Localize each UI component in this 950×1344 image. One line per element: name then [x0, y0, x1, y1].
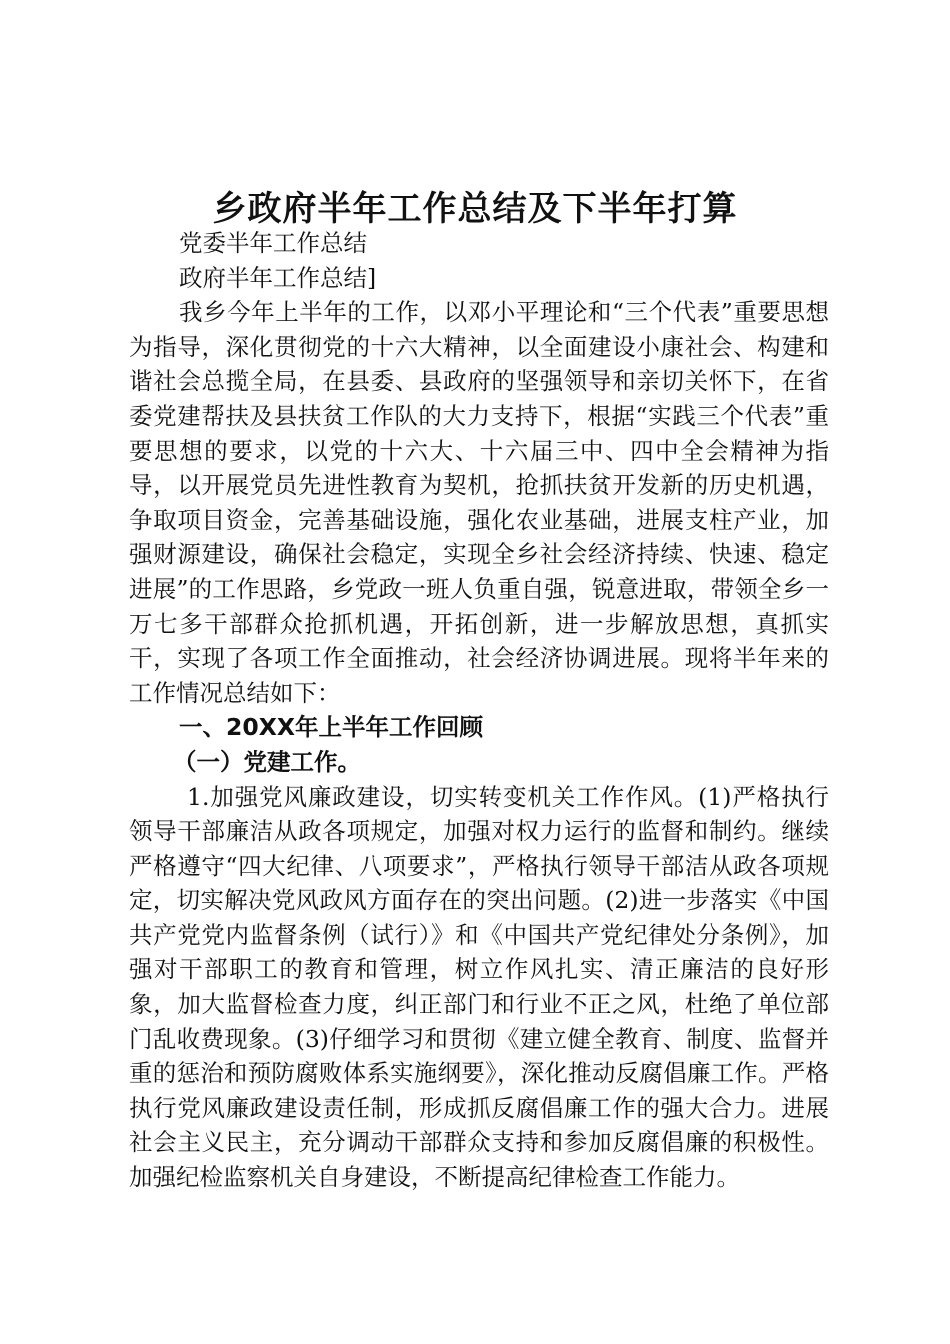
- intro-paragraph: 我乡今年上半年的工作，以邓小平理论和“三个代表”重要思想为指导，深化贯彻党的十六大精神，以全面建设小康社会、构建和谐社会总揽全局，在县委、县政府的坚强领导和亲切关怀下，在省委党建帮扶及县扶贫工作队的大力支持下，根据“实践三个代表”重要思想的要求，以党的十六大、十六届三中、四中全会精神为指导，以开展党员先进性教育为契机，抢抓扶贫开发新的历史机遇，争取项目资金，完善基础设施，强化农业基础，进展支柱产业，加强财源建设，确保社会稳定，实现全乡社会经济持续、快速、稳定进展”的工作思路，乡党政一班人负重自强，锐意进取，带领全乡一万七多干部群众抢抓机遇，开拓创新，进一步解放思想，真抓实干，实现了各项工作全面推动，社会经济协调进展。现将半年来的工作情况总结如下：: [129, 298, 829, 707]
- related-link-party-summary[interactable]: 党委半年工作总结: [179, 229, 367, 257]
- item-paragraph: 1.加强党风廉政建设，切实转变机关工作作风。(1)严格执行领导干部廉洁从政各项规定，加强对权力运行的监督和制约。继续严格遵守“四大纪律、八项要求”，严格执行领导干部洁从政各项规定，切实解决党风政风方面存在的突出问题。(2)进一步落实《中国共产党党内监督条例（试行）》和《中国共产党纪律处分条例》，加强对干部职工的教育和管理，树立作风扎实、清正廉洁的良好形象，加大监督检查力度，纠正部门和行业不正之风，杜绝了单位部门乱收费现象。(3)仔细学习和贯彻《建立健全教育、制度、监督并重的惩治和预防腐败体系实施纲要》，深化推动反腐倡廉工作。严格执行党风廉政建设责任制，形成抓反腐倡廉工作的强大合力。进展社会主义民主，充分调动干部群众支持和参加反腐倡廉的积极性。加强纪检监察机关自身建设，不断提高纪律检查工作能力。: [129, 782, 829, 1192]
- related-link-government-summary[interactable]: 政府半年工作总结]: [179, 263, 377, 292]
- document-title: 乡政府半年工作总结及下半年打算: [212, 189, 738, 229]
- subsection-heading: （一）党建工作。: [173, 747, 361, 776]
- section-heading: 一、20XX年上半年工作回顾: [179, 713, 483, 742]
- document-body: [129, 226, 829, 1195]
